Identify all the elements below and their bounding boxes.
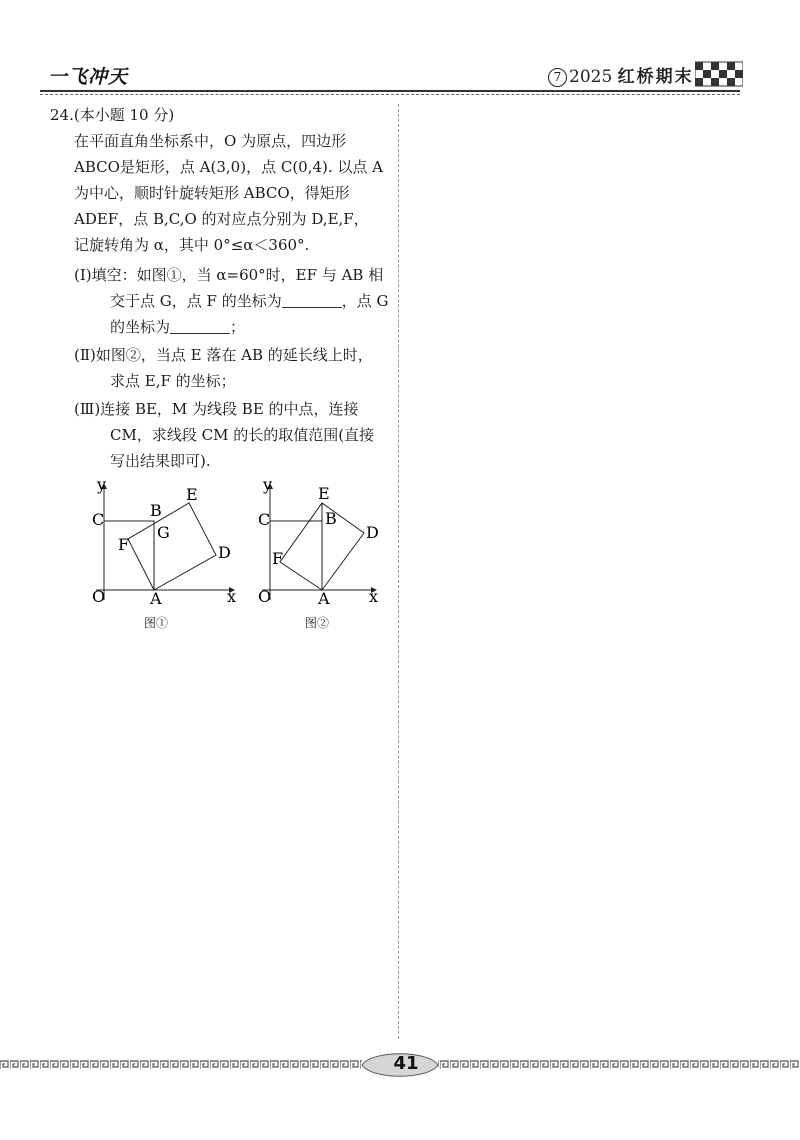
part3-line-3: 写出结果即可). — [110, 452, 211, 470]
figure-2-caption: 图② — [305, 616, 330, 630]
series-title — [548, 62, 694, 87]
figure-1-label-f: F — [118, 535, 130, 554]
figure-2-label-c: C — [258, 510, 271, 529]
figure-2-label-e: E — [318, 484, 330, 503]
figure-1-label-c: C — [92, 510, 105, 529]
brand-logo: 一飞冲天 — [48, 66, 129, 88]
problem-number: 24.(本小题 10 分) — [50, 106, 175, 124]
figure-2-label-f: F — [272, 549, 284, 568]
figure-1-label-x: x — [227, 587, 237, 606]
figure-1-label-e: E — [186, 485, 198, 504]
figure-2-label-a: A — [318, 589, 330, 608]
part3-line-1: (Ⅲ)连接 BE，M 为线段 BE 的中点，连接 — [74, 400, 359, 418]
figure-1-diagram — [84, 478, 244, 608]
page-number: 41 — [393, 1053, 419, 1074]
figure-1-label-a: A — [150, 589, 162, 608]
part1-line-3 — [110, 316, 245, 338]
figure-1-label-g: G — [157, 523, 170, 542]
part1-line-1: (Ⅰ)填空：如图①，当 α=60°时，EF 与 AB 相 — [74, 266, 384, 284]
part1-g-prompt: ，点 G — [341, 292, 389, 310]
header-rule — [40, 90, 740, 92]
figure-1-label-d: D — [218, 543, 231, 562]
part3-line-2: CM，求线段 CM 的长的取值范围(直接 — [110, 426, 375, 444]
header-rule-dashed — [40, 94, 740, 95]
answer-blank-f[interactable] — [282, 293, 342, 308]
figure-1-rectangle-adef — [128, 503, 216, 590]
part1-f-prompt: 交于点 G，点 F 的坐标为 — [110, 292, 282, 310]
problem-intro-line-3: 为中心，顺时针旋转矩形 ABCO，得矩形 — [74, 184, 350, 202]
part2-line-1: (Ⅱ)如图②，当点 E 落在 AB 的延长线上时， — [74, 346, 373, 364]
figure-1-caption: 图① — [144, 616, 169, 630]
figure-1-rectangle-abco — [104, 521, 154, 590]
figure-1-label-o: O — [92, 587, 106, 606]
problem-intro-line-2: ABCO是矩形，点 A(3,0)，点 C(0,4). 以点 A — [74, 158, 384, 176]
figure-2-label-d: D — [366, 523, 379, 542]
part1-g-label: 的坐标为 — [110, 318, 171, 336]
figure-2-label-o: O — [258, 587, 272, 606]
checker-decoration-icon — [695, 58, 743, 92]
series-name: 红桥期末 — [617, 67, 694, 87]
answer-blank-g[interactable] — [170, 319, 230, 334]
figure-2-label-b: B — [325, 509, 337, 528]
figure-2-diagram — [250, 478, 410, 608]
part1-line-2 — [110, 290, 388, 312]
part2-line-2: 求点 E,F 的坐标； — [110, 372, 236, 390]
part1-end: ； — [230, 318, 246, 336]
problem-intro-line-4: ADEF，点 B,C,O 的对应点分别为 D,E,F， — [74, 210, 369, 228]
figure-1-label-y: y — [97, 478, 107, 494]
series-year: 2025 — [569, 67, 613, 87]
problem-intro-line-1: 在平面直角坐标系中，O 为原点，四边形 — [74, 132, 347, 150]
problem-intro-line-5: 记旋转角为 α，其中 0°≤α＜360°. — [74, 236, 310, 254]
figure-2-label-y: y — [263, 478, 273, 494]
figure-2-label-x: x — [369, 587, 379, 606]
figure-1-label-b: B — [150, 501, 162, 520]
series-circle-number: 7 — [548, 68, 567, 87]
